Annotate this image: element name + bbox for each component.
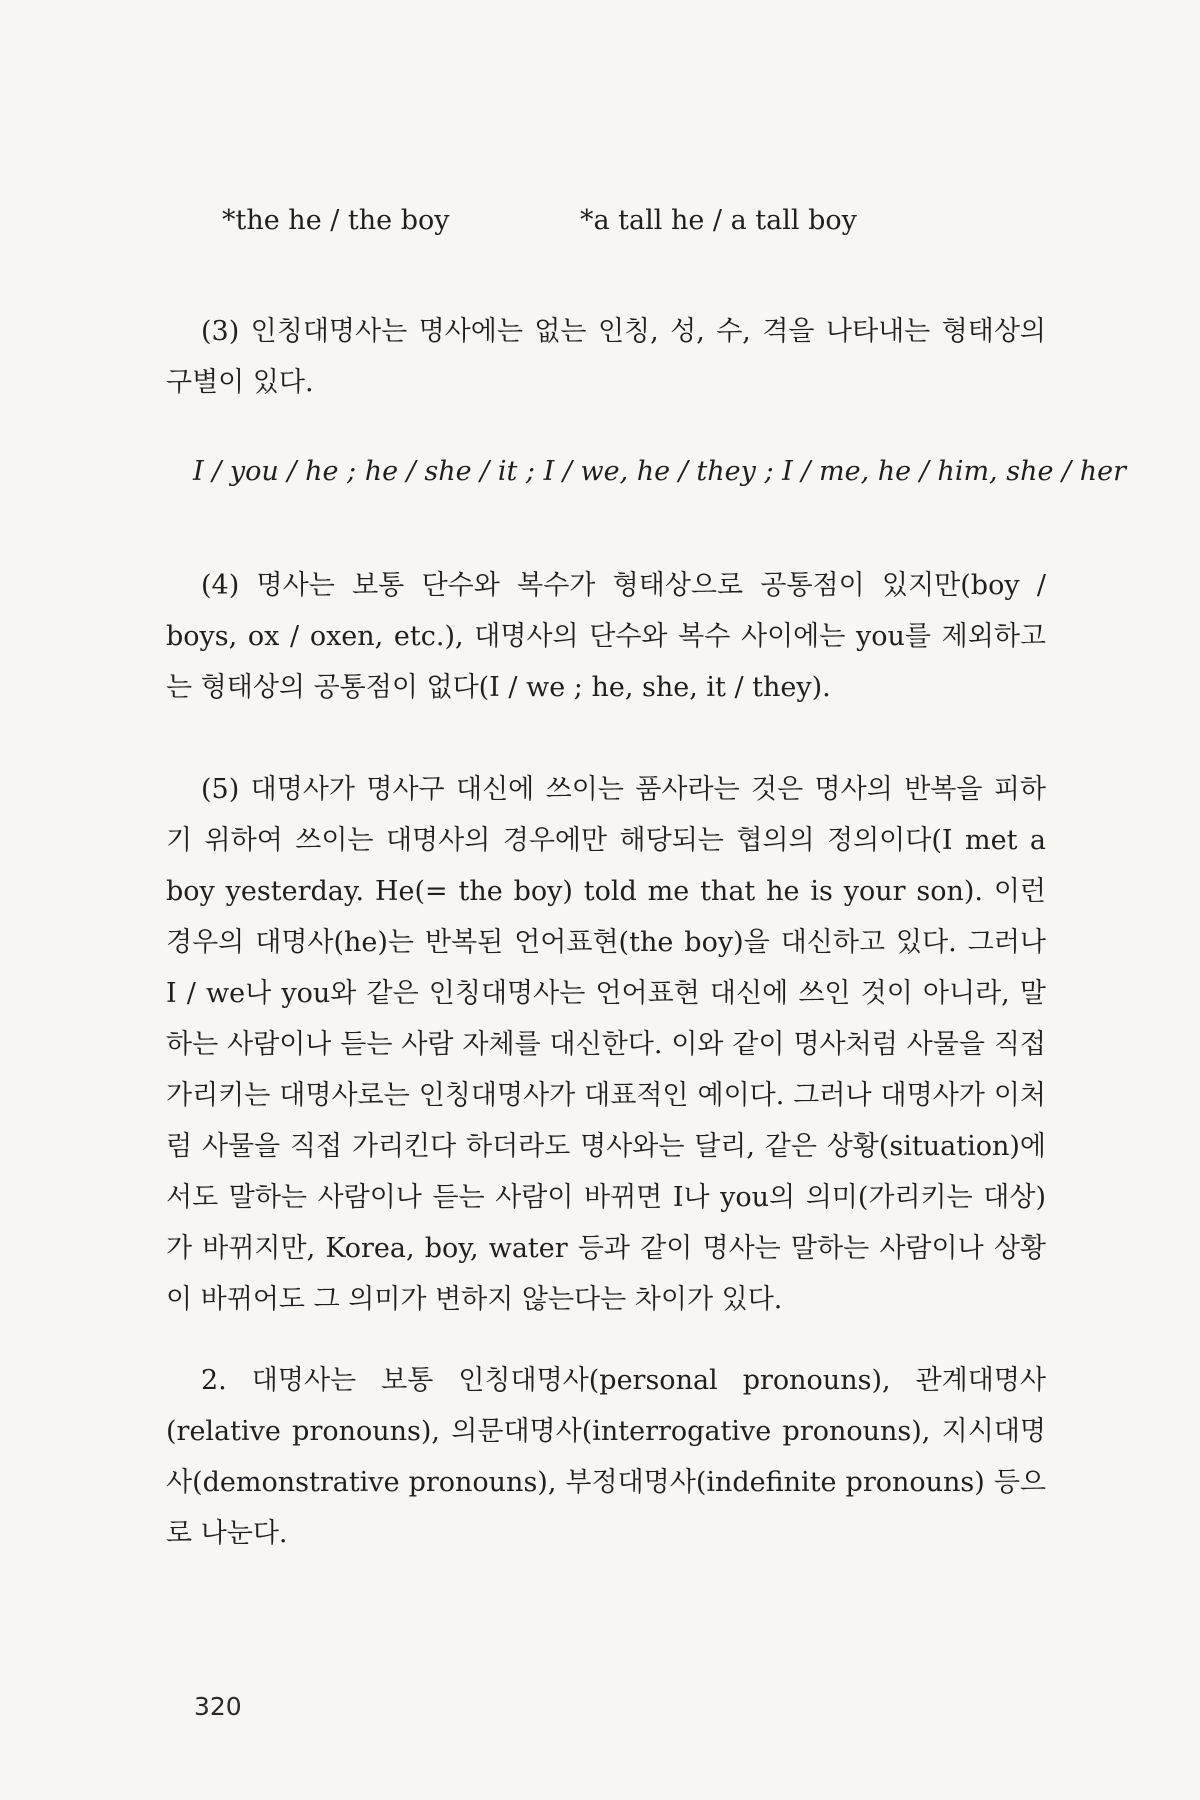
paragraph-4: (4) 명사는 보통 단수와 복수가 형태상으로 공통점이 있지만(boy / boys, ox / oxen, etc.), 대명사의 단수와 복수 사이에는 you를 제외하고는 형태상의 공통점이 없다(I / we ; he, she, it / they). xyxy=(166,570,1046,703)
example-right: *a tall he / a tall boy xyxy=(580,205,857,236)
paragraph-5: (5) 대명사가 명사구 대신에 쓰이는 품사라는 것은 명사의 반복을 피하기 위하여 쓰이는 대명사의 경우에만 해당되는 협의의 정의이다(I met a boy yesterday. He(= the boy) told me that he is your son). 이런 경우의 대명사(he)는 반복된 언어표현(the boy)을 대신하고 있다. 그러나 I / we나 you와 같은 인칭대명사는 언어표현 대신에 쓰인 것이 아니라, 말하는 사람이나 듣는 사람 자체를 대신한다. 이와 같이 명사처럼 사물을 직접 가리키는 대명사로는 인칭대명사가 대표적인 예이다. 그러나 대명사가 이처럼 사물을 직접 가리킨다 하더라도 명사와는 달리, 같은 상황(situation)에서도 말하는 사람이나 듣는 사람이 바뀌면 I나 you의 의미(가리키는 대상)가 바뀌지만, Korea, boy, water 등과 같이 명사는 말하는 사람이나 상황이 바뀌어도 그 의미가 변하지 않는다는 차이가 있다. xyxy=(166,774,1046,1315)
paragraph-2: 2. 대명사는 보통 인칭대명사(personal pronouns), 관계대명사(relative pronouns), 의문대명사(interrogative pronouns), 지시대명사(demonstrative pronouns), 부정대명사(indefinite pronouns) 등으로 나눈다. xyxy=(166,1365,1046,1549)
pronoun-examples: I / you / he ; he / she / it ; I / we, he / they ; I / me, he / him, she / her xyxy=(193,456,1126,487)
example-row xyxy=(0,205,1200,245)
example-left: *the he / the boy xyxy=(222,205,450,236)
page-number: 320 xyxy=(194,1692,242,1721)
paragraph-3: (3) 인칭대명사는 명사에는 없는 인칭, 성, 수, 격을 나타내는 형태상의 구별이 있다. xyxy=(166,316,1046,398)
